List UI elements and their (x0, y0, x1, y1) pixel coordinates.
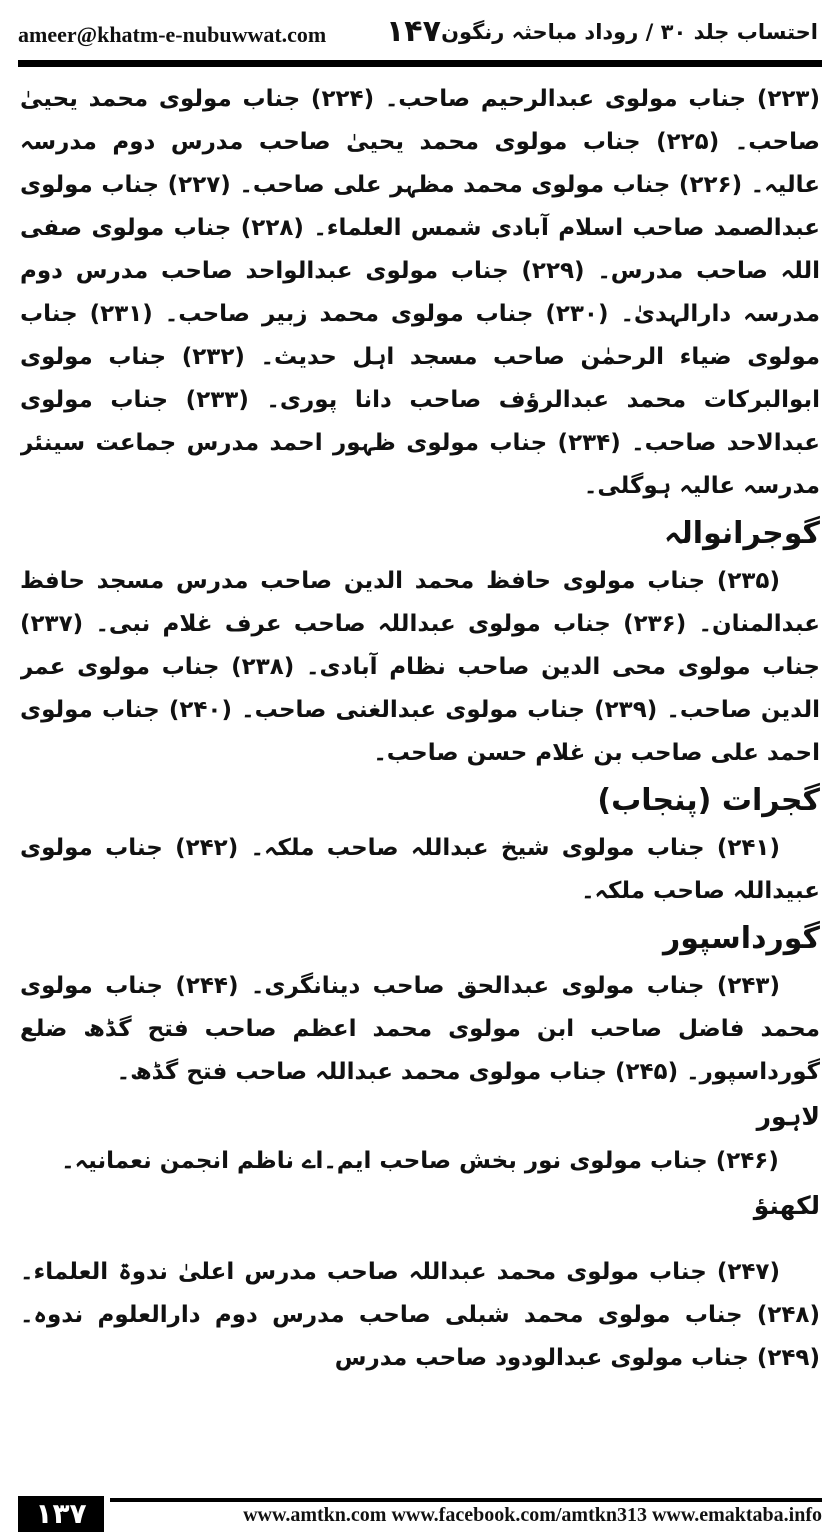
header-page-number: ۱۴۷ (386, 14, 441, 49)
paragraph-intro-list: (۲۲۳) جناب مولوی عبدالرحیم صاحب۔ (۲۲۴) جناب مولوی محمد یحییٰ صاحب۔ (۲۲۵) جناب مولوی محمد یحییٰ صاحب مدرس دوم مدرسہ عالیہ۔ (۲۲۶) جناب مولوی محمد مظہر علی صاحب۔ (۲۲۷) جناب مولوی عبدالصمد صاحب اسلام آبادی شمس العلماء۔ (۲۲۸) جناب مولوی صفی اللہ صاحب مدرس۔ (۲۲۹) جناب مولوی عبدالواحد صاحب مدرس دوم مدرسہ دارالہدیٰ۔ (۲۳۰) جناب مولوی محمد زبیر صاحب۔ (۲۳۱) جناب مولوی ضیاء الرحمٰن صاحب مسجد اہل حدیث۔ (۲۳۲) جناب مولوی ابوالبرکات محمد عبدالرؤف صاحب دانا پوری۔ (۲۳۳) جناب مولوی عبدالاحد صاحب۔ (۲۳۴) جناب مولوی ظہور احمد مدرس جماعت سینئر مدرسہ عالیہ ہوگلی۔ (20, 86, 820, 499)
footer-page-number: ۱۳۷ (18, 1496, 104, 1532)
section-heading-lahore: لاہور (756, 1102, 820, 1131)
page-body (20, 78, 820, 1478)
header-email: ameer@khatm-e-nubuwwat.com (18, 22, 327, 47)
section-heading-lucknow: لکھنؤ (753, 1191, 820, 1220)
header-rule (18, 60, 822, 67)
footer-rule (110, 1498, 822, 1502)
paragraph-gujrat: (۲۴۱) جناب مولوی شیخ عبداللہ صاحب ملکہ۔ (۲۴۲) جناب مولوی عبیداللہ صاحب ملکہ۔ (20, 835, 820, 904)
footer-urls: www.amtkn.com www.facebook.com/amtkn313 www.emaktaba.info (243, 1504, 822, 1526)
paragraph-lahore: (۲۴۶) جناب مولوی نور بخش صاحب ایم۔اے ناظم انجمن نعمانیہ۔ (61, 1148, 779, 1174)
section-heading-gurdaspur: گورداسپور (662, 921, 820, 956)
paragraph-gurdaspur: (۲۴۳) جناب مولوی عبدالحق صاحب دینانگری۔ (۲۴۴) جناب مولوی محمد فاضل صاحب ابن مولوی محمد اعظم صاحب فتح گڈھ ضلع گورداسپور۔ (۲۴۵) جناب مولوی محمد عبداللہ صاحب فتح گڈھ۔ (20, 973, 820, 1085)
section-heading-gujranwala: گوجرانوالہ (663, 516, 820, 551)
page-footer (18, 1494, 822, 1534)
paragraph-gujranwala: (۲۳۵) جناب مولوی حافظ محمد الدین صاحب مدرس مسجد حافظ عبدالمنان۔ (۲۳۶) جناب مولوی عبداللہ صاحب عرف غلام نبی۔ (۲۳۷) جناب مولوی محی الدین صاحب نظام آبادی۔ (۲۳۸) جناب مولوی عمر الدین صاحب۔ (۲۳۹) جناب مولوی عبدالغنی صاحب۔ (۲۴۰) جناب مولوی احمد علی صاحب بن غلام حسن صاحب۔ (20, 568, 820, 766)
header-book-title: احتساب جلد ۳۰ / روداد مباحثہ رنگون (441, 20, 818, 44)
section-heading-gujrat: گجرات (پنجاب) (597, 783, 820, 818)
page-header (18, 14, 822, 54)
paragraph-lucknow: (۲۴۷) جناب مولوی محمد عبداللہ صاحب مدرس اعلیٰ ندوۃ العلماء۔ (۲۴۸) جناب مولوی محمد شبلی صاحب مدرس دوم دارالعلوم ندوہ۔ (۲۴۹) جناب مولوی عبدالودود صاحب مدرس (20, 1259, 820, 1371)
